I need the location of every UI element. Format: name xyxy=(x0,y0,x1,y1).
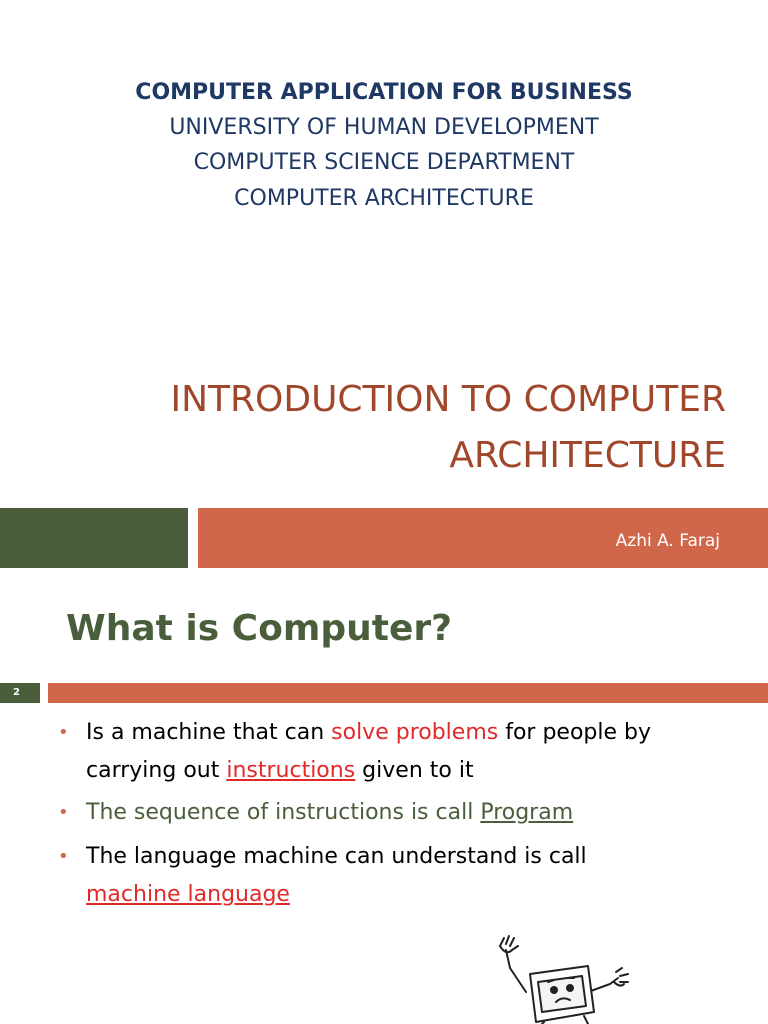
bullet-icon: • xyxy=(58,846,69,867)
department-name: COMPUTER SCIENCE DEPARTMENT xyxy=(193,150,575,175)
course-title: COMPUTER APPLICATION FOR BUSINESS xyxy=(135,80,633,105)
bullet-text: The language machine can understand is call xyxy=(86,844,587,869)
bullet-icon: • xyxy=(58,802,69,823)
program-link[interactable]: Program xyxy=(480,800,574,825)
author-name: Azhi A. Faraj xyxy=(615,531,720,551)
slide-title xyxy=(46,372,726,484)
accent-bar-green xyxy=(0,508,188,568)
subject-name: COMPUTER ARCHITECTURE xyxy=(234,186,534,211)
machine-language-link[interactable]: machine language xyxy=(86,882,290,907)
page-number: 2 xyxy=(0,683,40,703)
content-slide xyxy=(0,580,768,1024)
highlight-text: solve problems xyxy=(331,720,499,745)
bullet-item xyxy=(58,714,738,790)
bullet-text: given to it xyxy=(355,758,474,783)
bullet-text: for people by carrying out xyxy=(86,720,652,783)
slide-title-line2: ARCHITECTURE xyxy=(449,435,726,476)
confused-computer-icon xyxy=(484,932,644,1024)
bullet-list xyxy=(58,714,738,914)
university-name: UNIVERSITY OF HUMAN DEVELOPMENT xyxy=(169,115,599,140)
divider-bar xyxy=(48,683,768,703)
bullet-item xyxy=(58,794,738,832)
bullet-item xyxy=(58,838,738,914)
slide-heading: What is Computer? xyxy=(66,608,452,649)
bullet-text: The sequence of instructions is call xyxy=(86,800,481,825)
slide-title-line1: INTRODUCTION TO COMPUTER xyxy=(170,379,726,420)
instructions-link[interactable]: instructions xyxy=(226,758,356,783)
bullet-icon: • xyxy=(58,722,69,743)
bullet-text: Is a machine that can xyxy=(86,720,332,745)
